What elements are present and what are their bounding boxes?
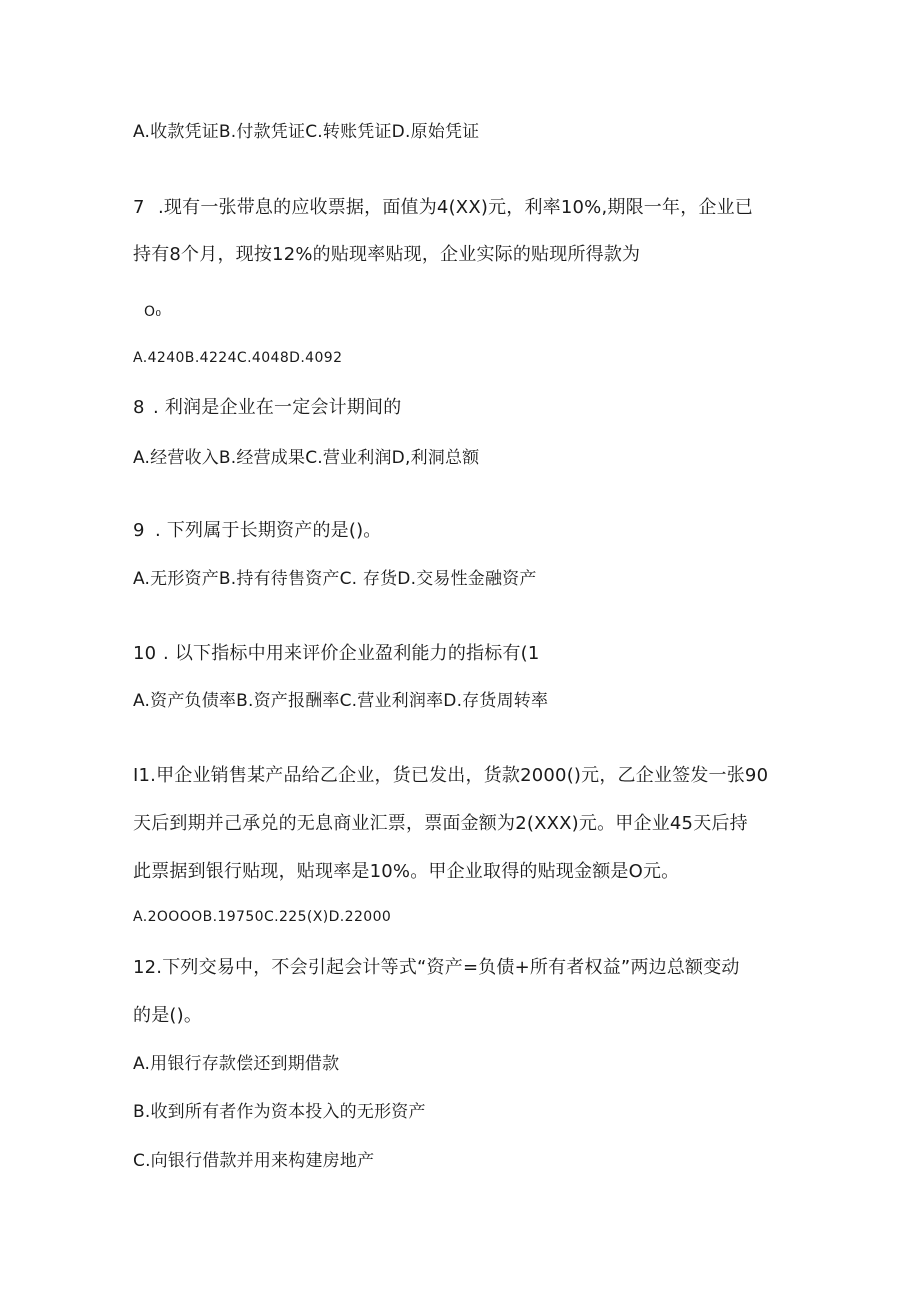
q7-number: 7 xyxy=(133,197,145,218)
q7-stem-line-1 xyxy=(133,196,753,220)
q11-stem-line-3 xyxy=(133,860,679,884)
q11-options-text: A.2OOOOB.19750C.225(X)D.22000 xyxy=(133,909,392,925)
q6-options-text: A.收款凭证B.付款凭证C.转账凭证D.原始凭证 xyxy=(133,122,480,142)
q7-blank-marker xyxy=(144,300,161,324)
q11-stem-text-1: I1.甲企业销售某产品给乙企业，货已发出，货款2000()元，乙企业签发一张90 xyxy=(133,765,769,786)
q12-option-a-text: A.用银行存款偿还到期借款 xyxy=(133,1054,340,1074)
q12-stem-text-2: 的是()。 xyxy=(133,1005,203,1026)
q11-stem-line-1 xyxy=(133,764,768,788)
q9-options xyxy=(133,567,537,591)
q7-stem-line-2 xyxy=(133,243,640,267)
q8-options-text: A.经营收入B.经营成果C.营业利润D,利洞总额 xyxy=(133,448,480,468)
q6-options xyxy=(133,120,479,144)
q10-stem xyxy=(133,642,540,666)
q10-options-text: A.资产负债率B.资产报酬率C.营业利润率D.存货周转率 xyxy=(133,691,549,711)
q10-number: 10 xyxy=(133,643,157,664)
q12-option-b-text: B.收到所有者作为资本投入的无形资产 xyxy=(133,1102,426,1122)
q9-stem xyxy=(133,519,382,543)
q12-option-c-text: C.向银行借款并用来构建房地产 xyxy=(133,1151,375,1171)
q8-stem-text: . 利润是企业在一定会计期间的 xyxy=(153,397,402,418)
q7-stem-text-1: .现有一张带息的应收票据，面值为4(XX)元，利率10%,期限一年，企业已 xyxy=(158,197,754,218)
q11-options xyxy=(133,905,391,929)
q9-stem-text: . 下列属于长期资产的是()。 xyxy=(155,520,382,541)
q12-stem-line-2 xyxy=(133,1004,202,1028)
q7-blank-marker-text: O₀ xyxy=(144,304,162,320)
q11-stem-text-3: 此票据到银行贴现，贴现率是10%。甲企业取得的贴现金额是O元。 xyxy=(133,861,680,882)
q12-option-c xyxy=(133,1149,374,1173)
q9-options-text: A.无形资产B.持有待售资产C. 存货D.交易性金融资产 xyxy=(133,569,537,589)
q9-number: 9 xyxy=(133,520,145,541)
q12-option-a xyxy=(133,1052,339,1076)
q7-options xyxy=(133,346,342,370)
q8-number: 8 xyxy=(133,397,145,418)
q10-stem-text: . 以下指标中用来评价企业盈利能力的指标有(1 xyxy=(163,643,540,664)
q8-stem xyxy=(133,396,401,420)
q11-stem-line-2 xyxy=(133,812,748,836)
q10-options xyxy=(133,689,548,713)
q8-options xyxy=(133,446,479,470)
q12-stem-text-1: 12.下列交易中，不会引起会计等式“资产=负债+所有者权益”两边总额变动 xyxy=(133,957,740,978)
q7-options-text: A.4240B.4224C.4048D.4092 xyxy=(133,350,343,366)
q12-option-b xyxy=(133,1100,426,1124)
q12-stem-line-1 xyxy=(133,956,740,980)
q11-stem-text-2: 天后到期并己承兑的无息商业汇票，票面金额为2(XXX)元。甲企业45天后持 xyxy=(133,813,748,834)
q7-stem-text-2: 持有8个月，现按12%的贴现率贴现，企业实际的贴现所得款为 xyxy=(133,244,641,265)
